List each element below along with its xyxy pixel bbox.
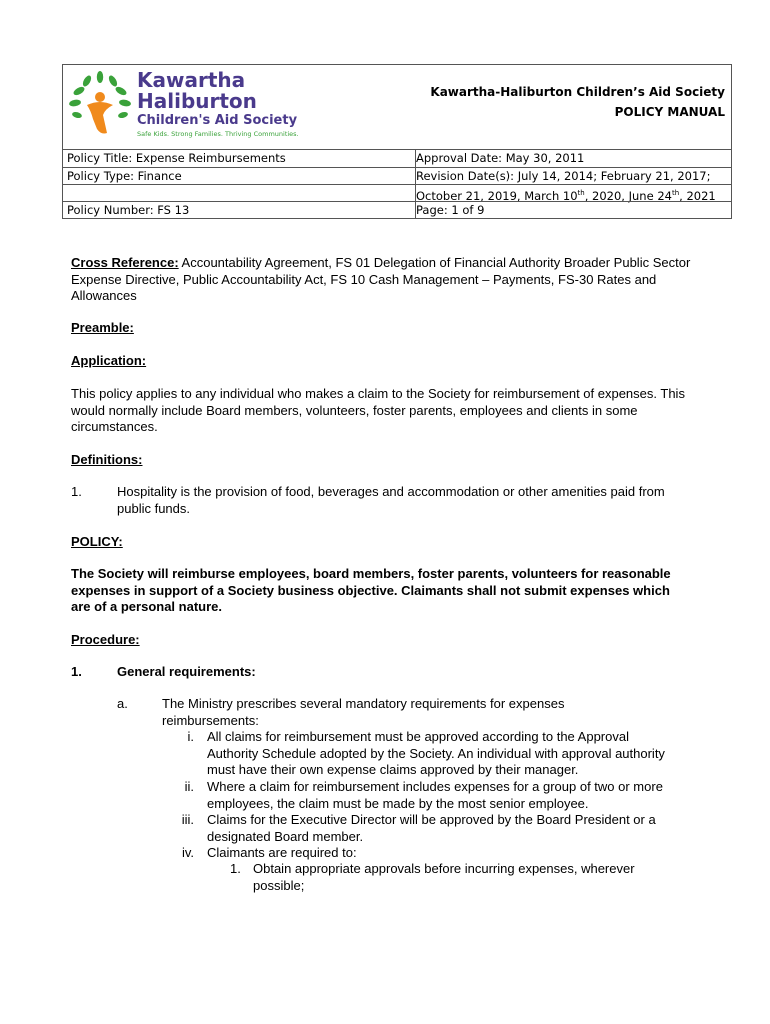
- preamble-heading: Preamble:: [71, 320, 134, 335]
- logo-tagline: Safe Kids. Strong Families. Thriving Communities.: [137, 130, 299, 138]
- revision-sup-1: th: [577, 189, 585, 197]
- cross-reference: [71, 255, 711, 305]
- cross-reference-label: Cross Reference:: [71, 255, 179, 270]
- revision-text-c: , 2021: [679, 188, 716, 203]
- item-a-text: The Ministry prescribes several mandatory requirements for expenses reimbursements:: [162, 696, 565, 728]
- item-i-text: All claims for reimbursement must be approved according to the Approval Authority Schedule adopted by the Society. An individual with approval authority must have their own expense claims approved by their manager.: [207, 729, 665, 777]
- logo-wordmark: [137, 70, 299, 139]
- logo-line3: Children's Aid Society: [137, 113, 298, 128]
- policy-title: Policy Title: Expense Reimbursements: [67, 151, 286, 165]
- procedure-1-label: General requirements:: [117, 664, 256, 679]
- policy-statement: The Society will reimburse employees, board members, foster parents, volunteers for reasonable expenses in support of a Society business objective. Claimants shall not submit expenses which are of a personal nature.: [71, 566, 671, 614]
- procedure-heading: Procedure:: [71, 632, 140, 647]
- item-ii-text: Where a claim for reimbursement includes expenses for a group of two or more employees, the claim must be made by the most senior employee.: [207, 779, 663, 811]
- logo-line2: Haliburton: [137, 89, 257, 113]
- page-number: Page: 1 of 9: [416, 201, 731, 219]
- policy-header-table: [62, 64, 732, 219]
- manual-name: POLICY MANUAL: [614, 105, 725, 119]
- policy-type: Policy Type: Finance: [63, 167, 415, 185]
- logo-line1: Kawartha: [137, 68, 246, 92]
- procedure-1-number: 1.: [71, 664, 82, 679]
- approval-date: Approval Date: May 30, 2011: [416, 151, 585, 165]
- item-iii-number: iii.: [181, 812, 194, 827]
- item-a-number: a.: [117, 696, 128, 711]
- definition-1-text: Hospitality is the provision of food, beverages and accommodation or other amenities paid from public funds.: [117, 484, 665, 516]
- revision-dates-line2: [416, 184, 731, 202]
- logo-cell: [63, 65, 416, 149]
- society-logo-icon: [67, 69, 133, 141]
- policy-info-left: [63, 149, 416, 218]
- revision-text-b: , 2020, June 24: [584, 188, 672, 203]
- org-cell: [416, 65, 731, 149]
- definitions-heading: Definitions:: [71, 452, 143, 467]
- item-i-number: i.: [187, 729, 194, 744]
- item-iii-text: Claims for the Executive Director will be approved by the Board President or a designated Board member.: [207, 812, 656, 844]
- application-heading: Application:: [71, 353, 147, 368]
- item-iv-number: iv.: [181, 845, 194, 860]
- cross-reference-text: Accountability Agreement, FS 01 Delegation of Financial Authority Broader Public Sector Expense Directive, Public Accountability Act, FS 10 Cash Management – Payments, FS-30 Rates and Allowances: [71, 255, 691, 303]
- definition-1-number: 1.: [71, 484, 82, 499]
- policy-number: Policy Number: FS 13: [63, 201, 415, 219]
- item-ii-number: ii.: [184, 779, 194, 794]
- revision-dates-line1: Revision Date(s): July 14, 2014; February 21, 2017;: [416, 167, 731, 185]
- application-text: This policy applies to any individual who makes a claim to the Society for reimbursement of expenses. This would normally include Board members, volunteers, foster parents, employees and clients in some circumstances.: [71, 386, 685, 434]
- policy-info-right: [416, 149, 731, 218]
- sub-item-1-number: 1.: [230, 861, 241, 876]
- sub-item-1-text: Obtain appropriate approvals before incurring expenses, wherever possible;: [253, 861, 635, 893]
- blank-row: [63, 184, 415, 202]
- revision-text-a: October 21, 2019, March 10: [416, 188, 578, 203]
- revision-sup-2: th: [671, 189, 680, 197]
- item-iv-text: Claimants are required to:: [207, 845, 357, 860]
- policy-heading: POLICY:: [71, 534, 123, 549]
- org-name: Kawartha-Haliburton Children’s Aid Society: [430, 85, 725, 99]
